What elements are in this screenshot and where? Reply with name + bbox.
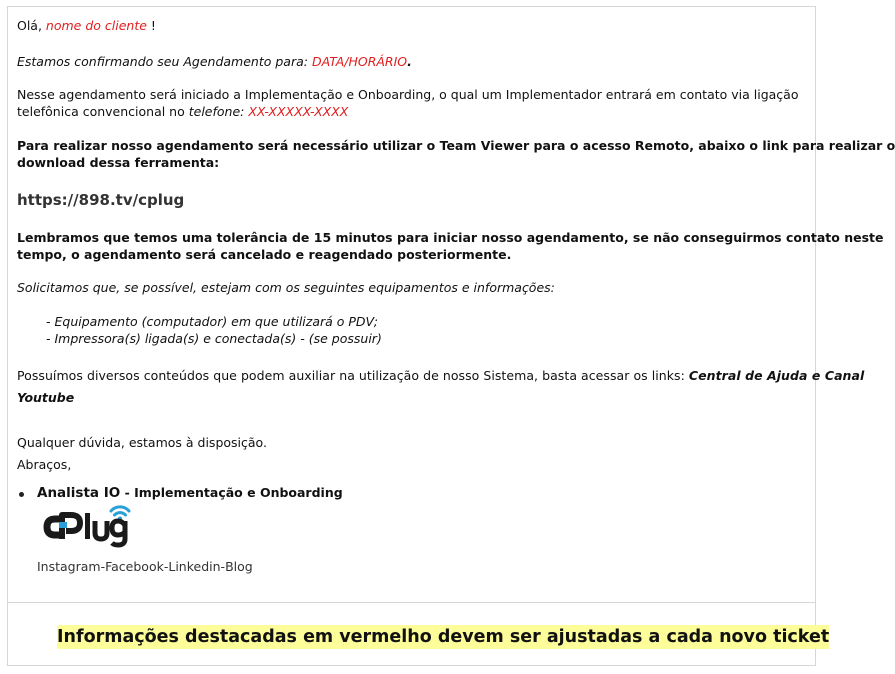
content-line <box>17 367 864 384</box>
section-divider <box>8 602 815 603</box>
confirmation-line <box>17 53 412 70</box>
separator: - <box>220 559 226 574</box>
facebook-link[interactable]: Facebook <box>105 559 164 574</box>
instagram-link[interactable]: Instagram <box>37 559 101 574</box>
intro-line-1: Nesse agendamento será iniciado a Implementação e Onboarding, o qual um Implementador entrará em contato via ligação <box>17 87 799 102</box>
youtube-link[interactable]: Youtube <box>17 390 75 405</box>
date-time-placeholder: DATA/HORÁRIO <box>311 54 408 69</box>
logo-letter-u <box>95 521 107 539</box>
requirements-intro: Solicitamos que, se possível, estejam com os seguintes equipamentos e informações: <box>17 280 555 295</box>
phone-placeholder: XX-XXXXX-XXXX <box>248 104 349 119</box>
greeting-text: Olá, <box>17 18 46 33</box>
signature-text <box>37 485 343 501</box>
separator: - <box>163 559 169 574</box>
requirement-item: - Equipamento (computador) em que utilizará o PDV; <box>46 314 378 329</box>
customer-name-placeholder: nome do cliente <box>45 18 147 33</box>
logo-letter-g <box>112 521 125 545</box>
separator: - <box>100 559 106 574</box>
regards-line: Abraços, <box>17 457 72 472</box>
intro-line-2 <box>17 103 348 120</box>
teamviewer-line-1: Para realizar nosso agendamento será necessário utilizar o Team Viewer para o acesso Remoto, abaixo o link para realizar o <box>17 138 895 153</box>
greeting-line <box>17 17 156 34</box>
channel-link[interactable]: Canal <box>824 368 865 383</box>
confirmation-text: Estamos confirmando seu Agendamento para: <box>17 54 312 69</box>
confirmation-suffix: . <box>407 54 412 69</box>
logo-letter-c <box>47 519 59 535</box>
cplug-logo <box>37 501 137 547</box>
email-template-panel <box>7 6 895 666</box>
tolerance-line-2: tempo, o agendamento será cancelado e reagendado posteriormente. <box>17 247 512 262</box>
content-text: Possuímos diversos conteúdos que podem auxiliar na utilização de nosso Sistema, basta acessar os links: <box>17 368 689 383</box>
help-center-link[interactable]: Central de Ajuda <box>688 368 808 383</box>
analyst-role: - Implementação e Onboarding <box>120 485 343 500</box>
social-links <box>37 559 253 574</box>
logo-blue-block <box>59 522 67 528</box>
teamviewer-download-link[interactable]: https://898.tv/cplug <box>17 191 185 209</box>
analyst-name: Analista IO <box>37 485 121 501</box>
closing-line: Qualquer dúvida, estamos à disposição. <box>17 435 267 450</box>
bullet-dot <box>19 492 24 497</box>
greeting-suffix: ! <box>146 18 156 33</box>
logo-letter-l <box>85 513 90 539</box>
linkedin-link[interactable]: Linkedin <box>168 559 221 574</box>
tolerance-line-1: Lembramos que temos uma tolerância de 15 minutos para iniciar nosso agendamento, se não conseguirmos contato neste <box>17 230 884 245</box>
phone-label: telefone: <box>188 104 249 119</box>
intro-line-2-text: telefônica convencional no <box>17 104 189 119</box>
blog-link[interactable]: Blog <box>225 559 253 574</box>
footer-note: Informações destacadas em vermelho devem ser ajustadas a cada novo ticket <box>57 627 830 647</box>
teamviewer-line-2: download dessa ferramenta: <box>17 155 220 170</box>
content-connector: e <box>807 368 825 383</box>
wifi-icon <box>111 507 129 521</box>
requirement-item: - Impressora(s) ligada(s) e conectada(s) - (se possuir) <box>46 331 382 346</box>
